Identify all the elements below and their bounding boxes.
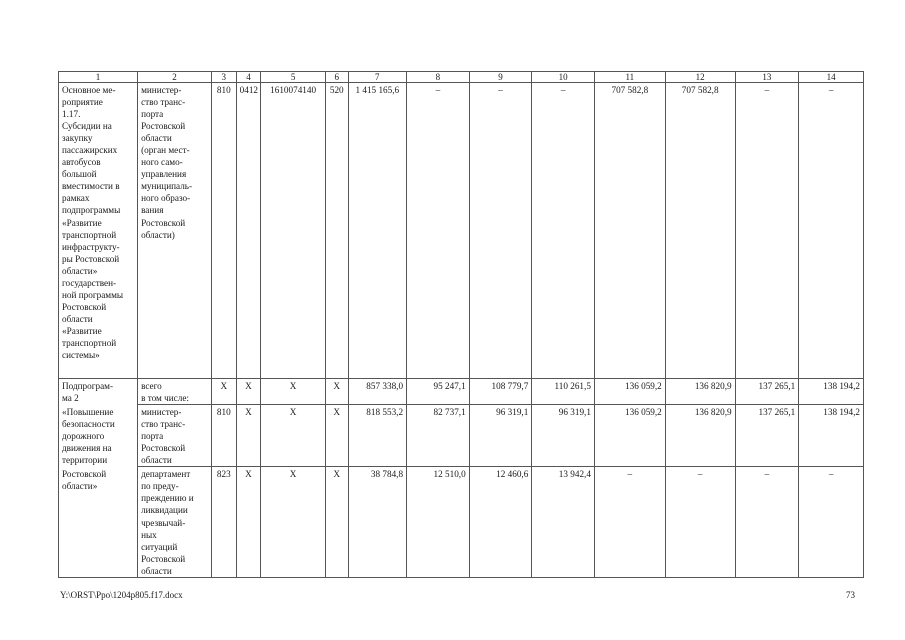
year-cell: 136 820,9 <box>665 405 735 467</box>
year-cell: 138 194,2 <box>799 379 864 405</box>
budget-table <box>58 71 864 578</box>
subprogram-name-cell: Подпрограм- ма 2 <box>59 379 138 405</box>
year-cell: 96 319,1 <box>469 405 532 467</box>
col-num-6: 6 <box>325 72 348 83</box>
year-cell: – <box>532 83 595 379</box>
year-cell: 95 247,1 <box>407 379 470 405</box>
grbs-code-cell: Х <box>211 379 236 405</box>
file-path-footer: Y:\ORST\Ppo\1204p805.f17.docx <box>60 590 183 600</box>
rz-pr-cell: Х <box>236 405 261 467</box>
year-cell: – <box>799 83 864 379</box>
col-num-13: 13 <box>735 72 799 83</box>
col-num-3: 3 <box>211 72 236 83</box>
col-num-10: 10 <box>532 72 595 83</box>
total-cell: 1 415 165,6 <box>348 83 407 379</box>
year-cell: 13 942,4 <box>532 467 595 577</box>
col-num-4: 4 <box>236 72 261 83</box>
year-cell: 136 820,9 <box>665 379 735 405</box>
page-number: 73 <box>846 590 855 600</box>
vr-cell: Х <box>325 379 348 405</box>
csr-cell: 1610074140 <box>261 83 326 379</box>
subprogram-name-cell: Ростовской области» <box>59 467 138 577</box>
col-num-12: 12 <box>665 72 735 83</box>
vr-cell: Х <box>325 467 348 577</box>
column-number-row <box>59 72 864 83</box>
executor-cell: министер- ство транс- порта Ростовской области (орган мест- ного само- управления муниципаль- ного образо- вания Ростовской области) <box>138 83 212 379</box>
col-num-14: 14 <box>799 72 864 83</box>
vr-cell: 520 <box>325 83 348 379</box>
year-cell: – <box>469 83 532 379</box>
year-cell: – <box>594 467 665 577</box>
table-row <box>59 83 864 379</box>
year-cell: – <box>799 467 864 577</box>
year-cell: 12 510,0 <box>407 467 470 577</box>
csr-cell: Х <box>261 467 326 577</box>
grbs-code-cell: 823 <box>211 467 236 577</box>
rz-pr-cell: Х <box>236 379 261 405</box>
col-num-7: 7 <box>348 72 407 83</box>
year-cell: 707 582,8 <box>594 83 665 379</box>
year-cell: – <box>735 467 799 577</box>
col-num-1: 1 <box>59 72 138 83</box>
csr-cell: Х <box>261 379 326 405</box>
col-num-2: 2 <box>138 72 212 83</box>
csr-cell: Х <box>261 405 326 467</box>
year-cell: 96 319,1 <box>532 405 595 467</box>
year-cell: 137 265,1 <box>735 379 799 405</box>
executor-cell: департамент по преду- преждению и ликвидации чрезвычай- ных ситуаций Ростовской области <box>138 467 212 577</box>
table-row <box>59 405 864 467</box>
table-row <box>59 379 864 405</box>
year-cell: – <box>735 83 799 379</box>
year-cell: 82 737,1 <box>407 405 470 467</box>
col-num-8: 8 <box>407 72 470 83</box>
col-num-5: 5 <box>261 72 326 83</box>
grbs-code-cell: 810 <box>211 405 236 467</box>
year-cell: 110 261,5 <box>532 379 595 405</box>
total-cell: 818 553,2 <box>348 405 407 467</box>
year-cell: 136 059,2 <box>594 405 665 467</box>
year-cell: 136 059,2 <box>594 379 665 405</box>
total-cell: 857 338,0 <box>348 379 407 405</box>
executor-cell: министер- ство транс- порта Ростовской области <box>138 405 212 467</box>
subprogram-name-cell: «Повышение безопасности дорожного движения на территории <box>59 405 138 467</box>
year-cell: 138 194,2 <box>799 405 864 467</box>
col-num-9: 9 <box>469 72 532 83</box>
year-cell: – <box>665 467 735 577</box>
rz-pr-cell: 0412 <box>236 83 261 379</box>
year-cell: 707 582,8 <box>665 83 735 379</box>
vr-cell: Х <box>325 405 348 467</box>
table-row <box>59 467 864 577</box>
rz-pr-cell: Х <box>236 467 261 577</box>
year-cell: – <box>407 83 470 379</box>
year-cell: 108 779,7 <box>469 379 532 405</box>
measure-name-cell: Основное ме- роприятие 1.17. Субсидии на закупку пассажирских автобусов большой вместимости в рамках подпрограммы «Развитие транспортной инфраструкту- ры Ростовской области» государствен- ной программы Ростовской области «Развитие транспортной системы» <box>59 83 138 379</box>
grbs-code-cell: 810 <box>211 83 236 379</box>
total-cell: 38 784,8 <box>348 467 407 577</box>
col-num-11: 11 <box>594 72 665 83</box>
year-cell: 137 265,1 <box>735 405 799 467</box>
executor-cell: всего в том числе: <box>138 379 212 405</box>
year-cell: 12 460,6 <box>469 467 532 577</box>
